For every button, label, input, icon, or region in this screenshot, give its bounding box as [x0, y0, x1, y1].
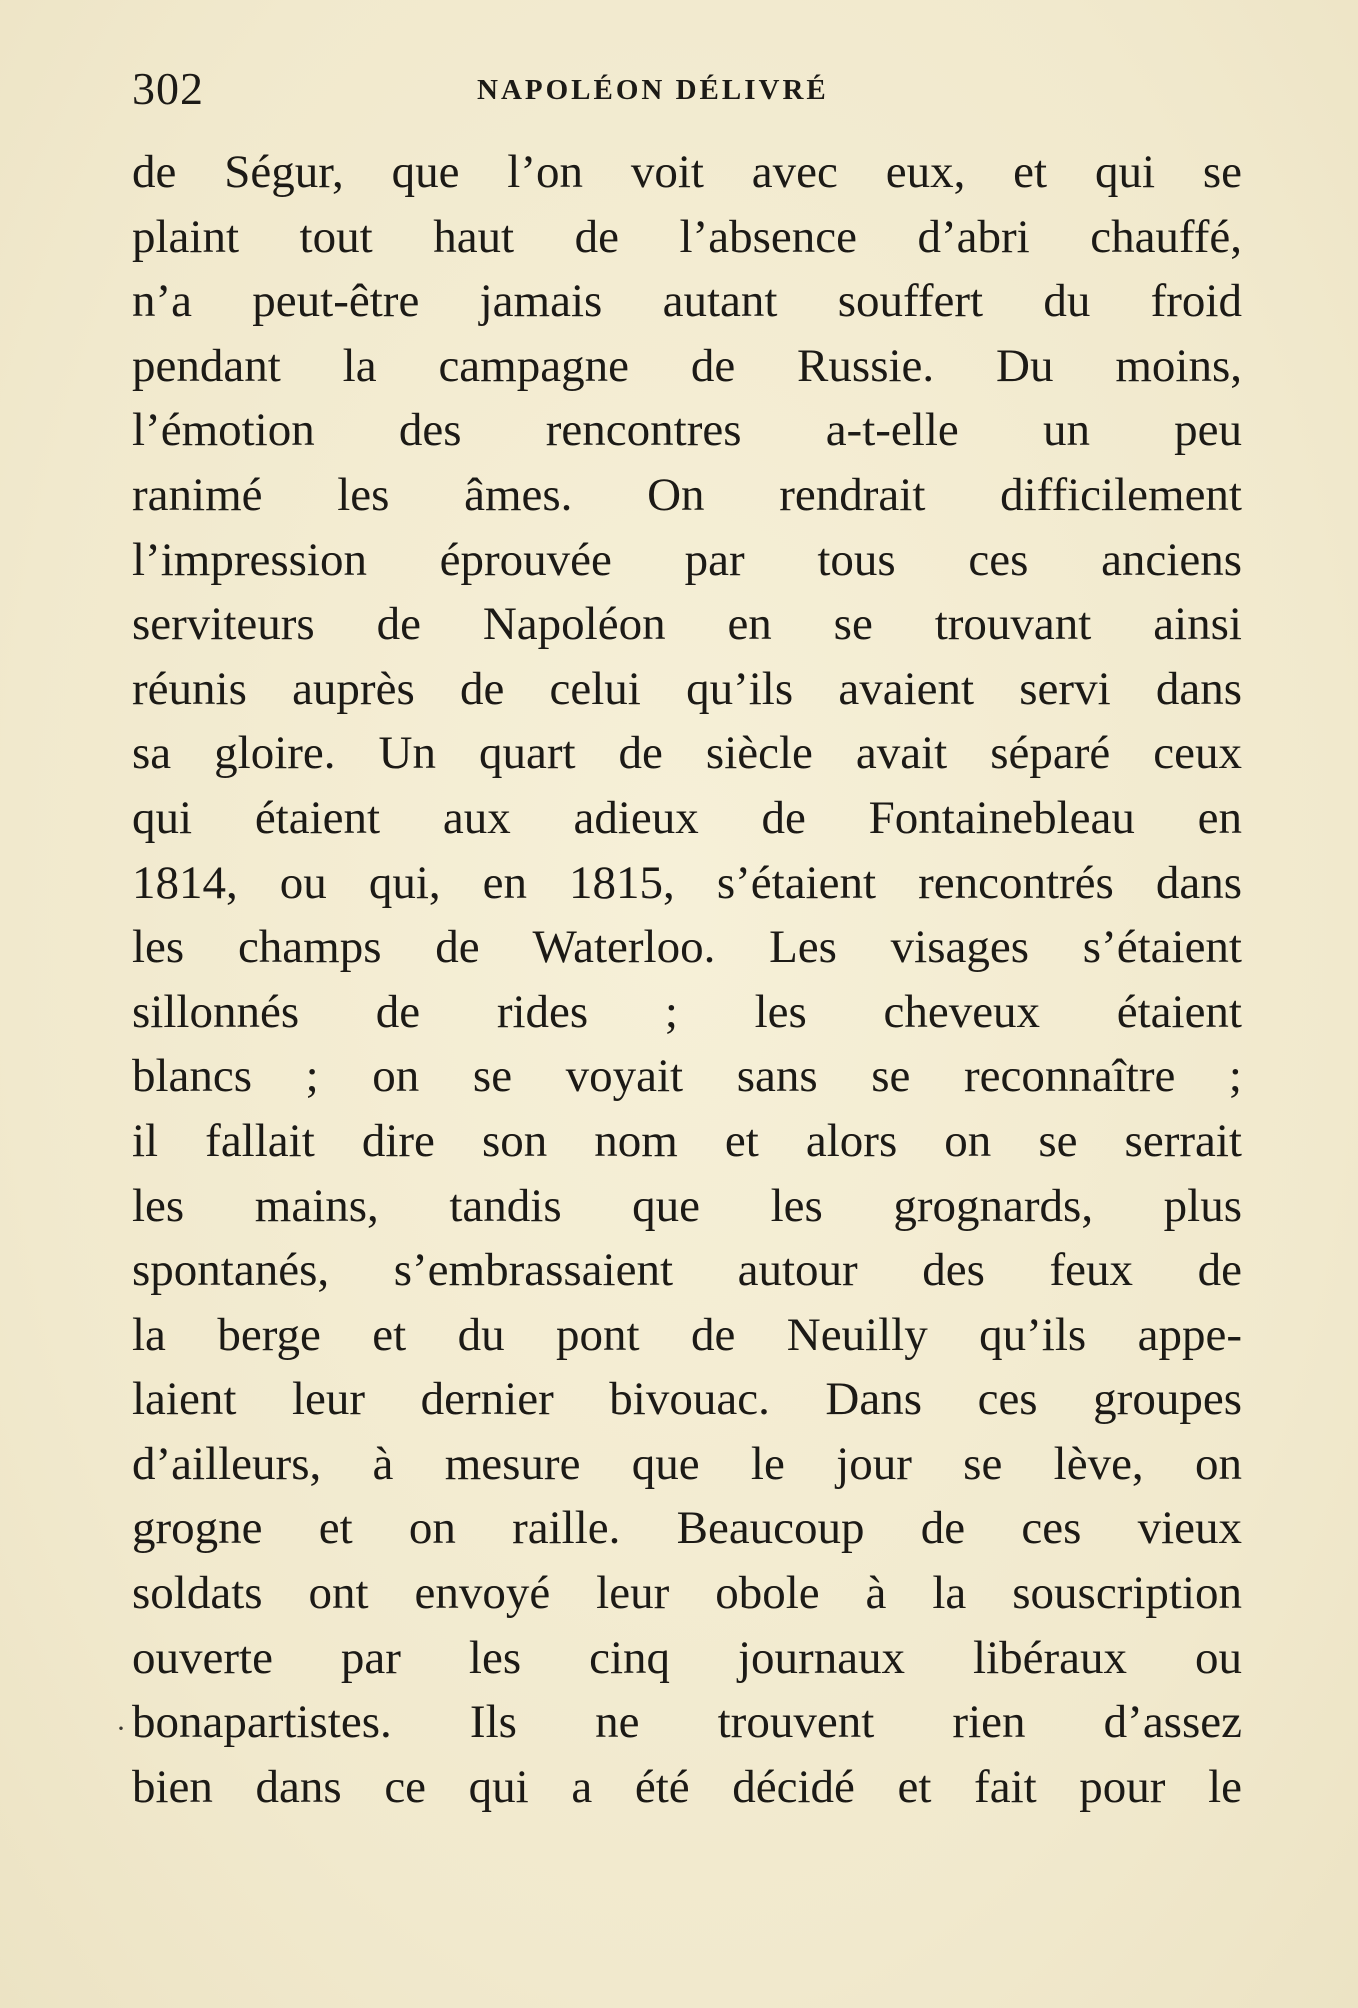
text-line: bonapartistes. Ils ne trouvent rien d’assez: [132, 1696, 1242, 1749]
running-head: NAPOLÉON DÉLIVRÉ: [477, 74, 829, 106]
margin-dot: ·: [116, 1712, 126, 1745]
text-line: laient leur dernier bivouac. Dans ces groupes: [132, 1373, 1242, 1426]
text-line: les mains, tandis que les grognards, plus: [132, 1179, 1242, 1232]
text-line: d’ailleurs, à mesure que le jour se lève, on: [132, 1437, 1242, 1490]
text-line: grogne et on raille. Beaucoup de ces vieux: [132, 1502, 1242, 1555]
text-line: bien dans ce qui a été décidé et fait pour le: [132, 1760, 1242, 1813]
text-line: il fallait dire son nom et alors on se serrait: [132, 1114, 1242, 1167]
page-header: [132, 62, 1242, 122]
text-line: l’impression éprouvée par tous ces anciens: [132, 533, 1242, 586]
body-text: [132, 140, 1242, 1819]
text-line: soldats ont envoyé leur obole à la souscription: [132, 1567, 1242, 1620]
text-line: l’émotion des rencontres a-t-elle un peu: [132, 404, 1242, 457]
text-line: qui étaient aux adieux de Fontainebleau en: [132, 791, 1242, 844]
text-line: n’a peut-être jamais autant souffert du froid: [132, 275, 1242, 328]
text-line: sillonnés de rides ; les cheveux étaient: [132, 985, 1242, 1038]
text-line: ouverte par les cinq journaux libéraux ou: [132, 1631, 1242, 1684]
text-line: les champs de Waterloo. Les visages s’étaient: [132, 921, 1242, 974]
page-number: 302: [132, 63, 204, 114]
text-line: serviteurs de Napoléon en se trouvant ainsi: [132, 598, 1242, 651]
text-line: blancs ; on se voyait sans se reconnaître ;: [132, 1050, 1242, 1103]
text-line: ranimé les âmes. On rendrait difficilement: [132, 468, 1242, 521]
text-line: 1814, ou qui, en 1815, s’étaient rencontrés dans: [132, 856, 1242, 909]
text-line: plaint tout haut de l’absence d’abri chauffé,: [132, 210, 1242, 263]
text-line: réunis auprès de celui qu’ils avaient servi dans: [132, 662, 1242, 715]
text-line: de Ségur, que l’on voit avec eux, et qui se: [132, 146, 1242, 198]
text-line: spontanés, s’embrassaient autour des feux de: [132, 1244, 1242, 1297]
text-line: sa gloire. Un quart de siècle avait séparé ceux: [132, 727, 1242, 780]
text-line: pendant la campagne de Russie. Du moins,: [132, 339, 1242, 392]
text-line: la berge et du pont de Neuilly qu’ils appe-: [132, 1308, 1242, 1361]
